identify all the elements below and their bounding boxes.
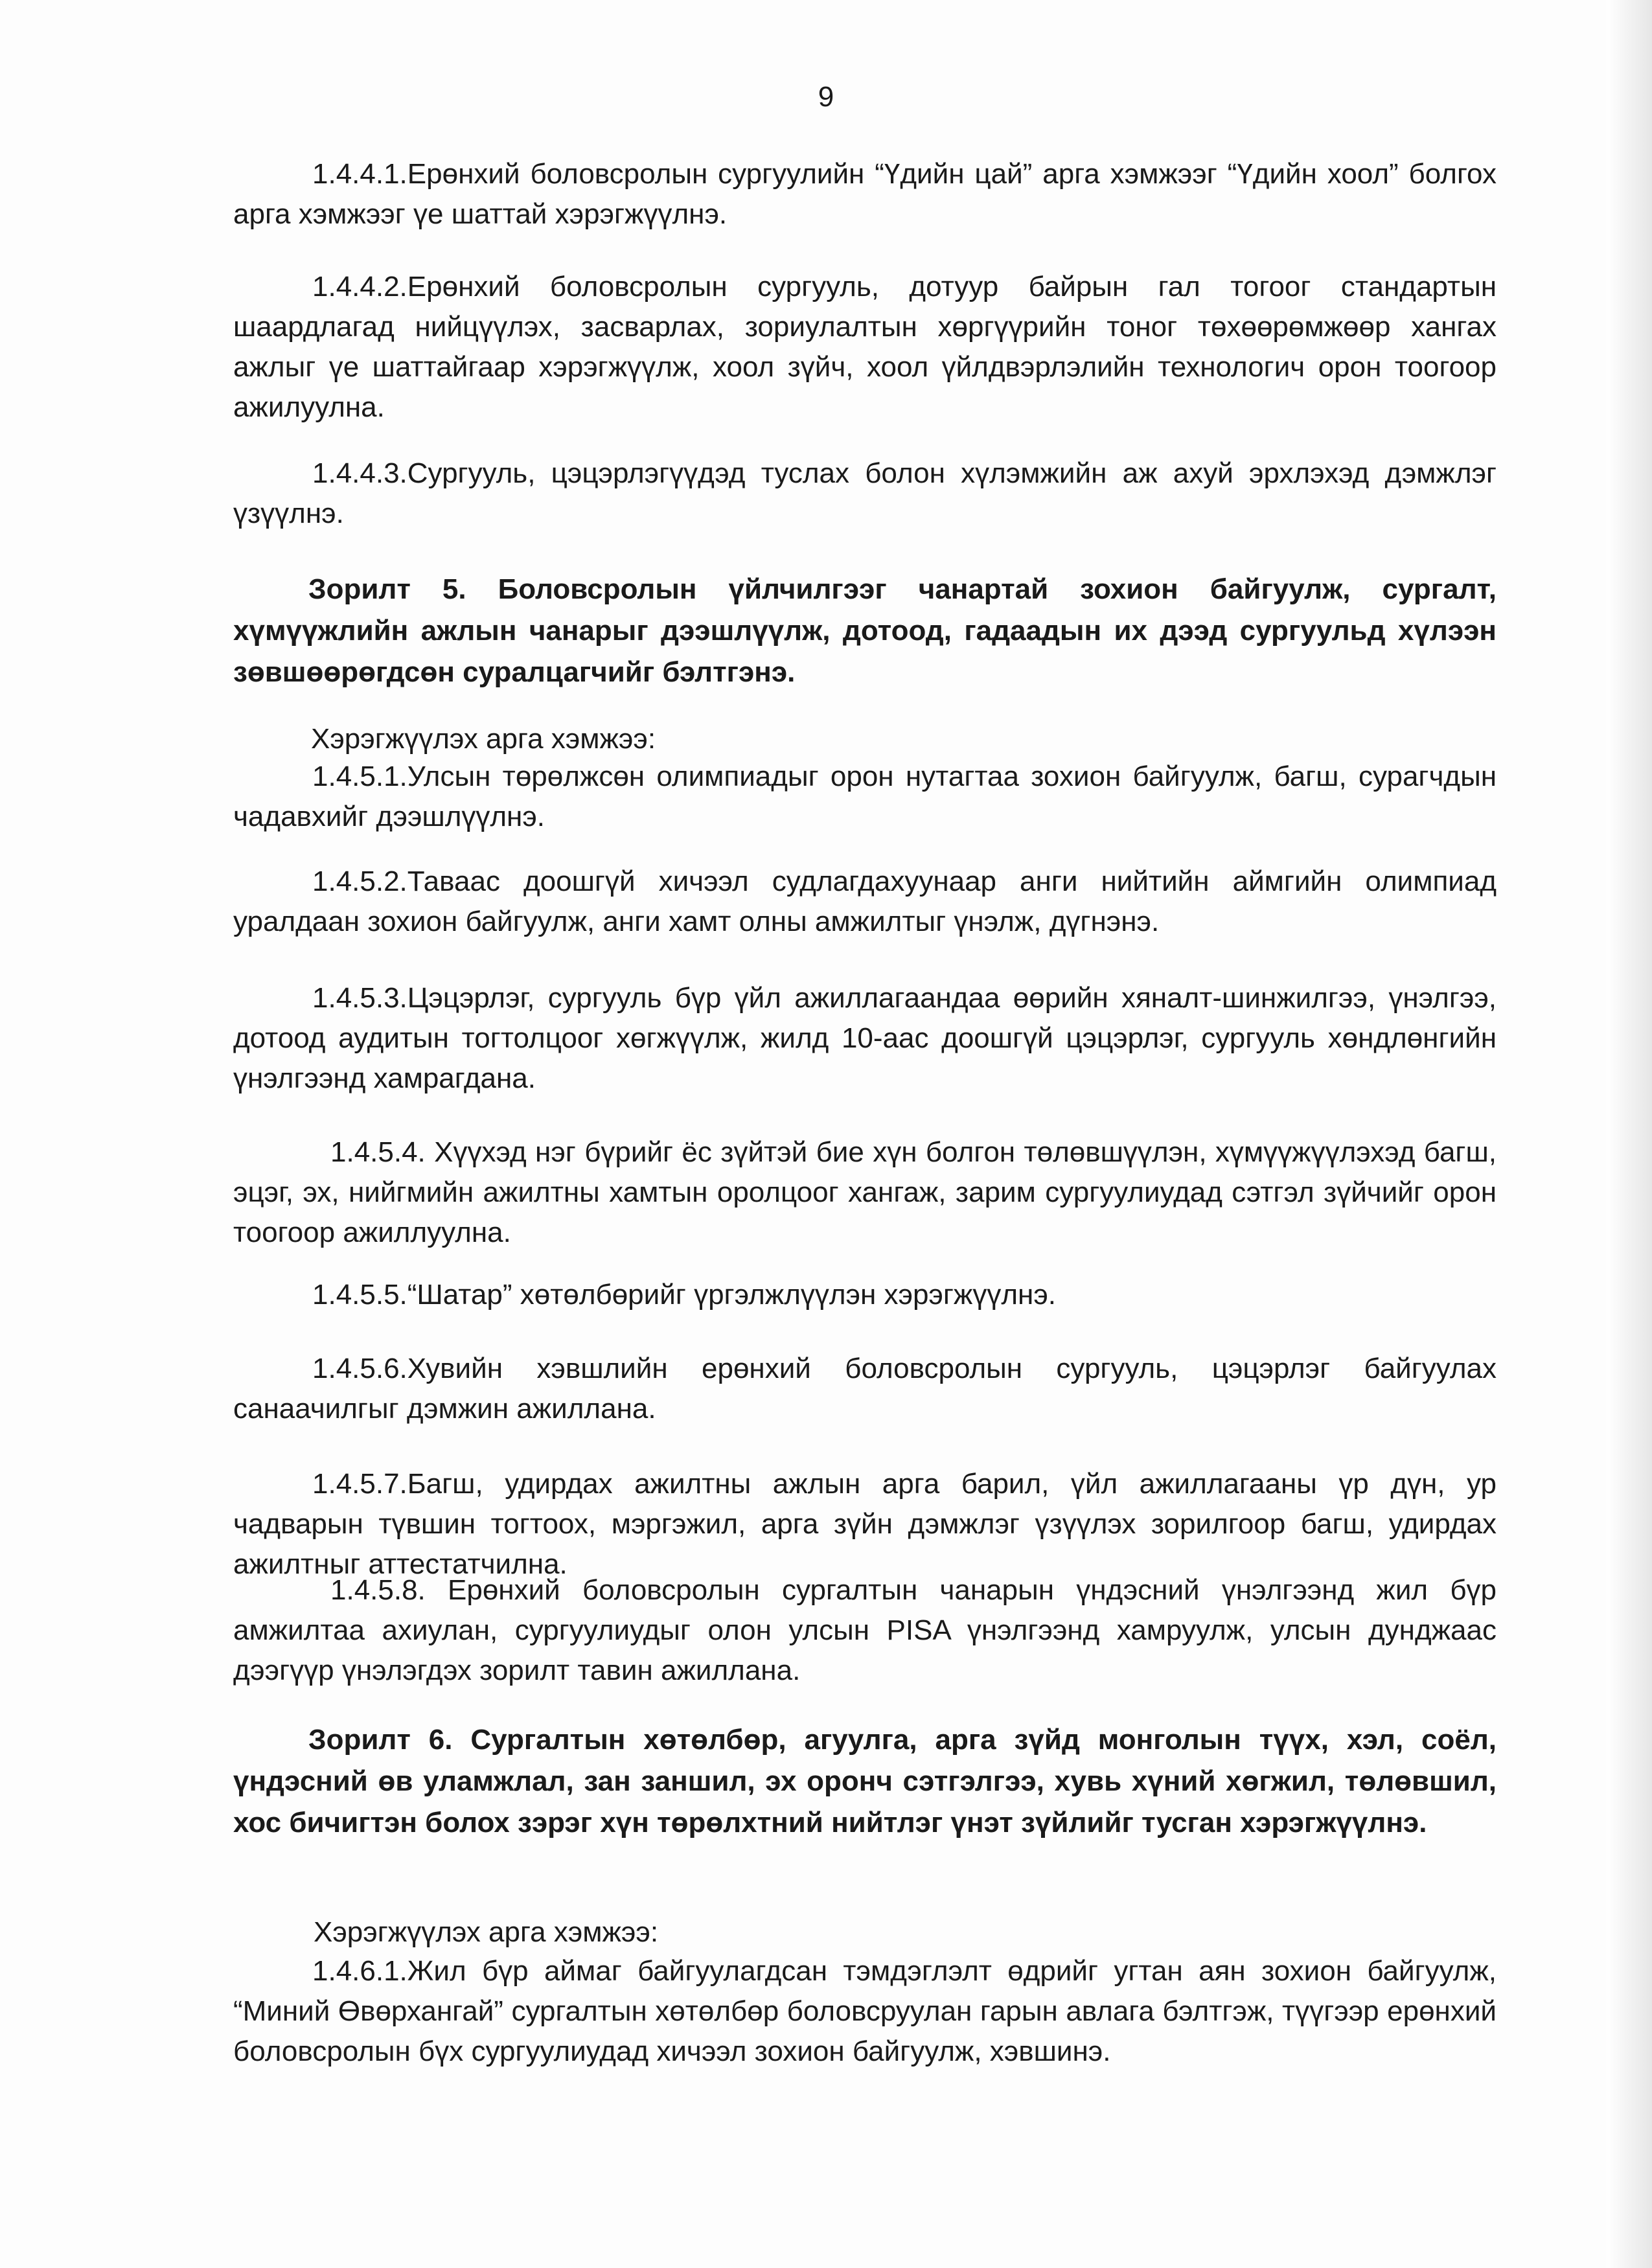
measures-label-goal-6: Хэрэгжүүлэх арга хэмжээ: (314, 1916, 659, 1948)
page-number: 9 (818, 81, 834, 113)
paragraph-1-4-5-6: 1.4.5.6.Хувийн хэвшлийн ерөнхий боловсролын сургууль, цэцэрлэг байгуулах санаачилгыг дэмжин ажиллана. (233, 1353, 1497, 1425)
paragraph-1-4-5-2: 1.4.5.2.Таваас доошгүй хичээл судлагдахуунаар анги нийтийн аймгийн олимпиад уралдаан зохион байгуулж, анги хамт олны амжилтыг үнэлж, дүгнэнэ. (233, 865, 1497, 937)
paragraph-1-4-4-2: 1.4.4.2.Ерөнхий боловсролын сургууль, дотуур байрын гал тогоог стандартын шаардлагад нийцүүлэх, засварлах, зориулалтын хөргүүрийн тоног төхөөрөмжөөр хангах ажлыг үе шаттайгаар хэрэгжүүлж, хоол зүйч, хоол үйлдвэрлэлийн технологич орон тоогоор ажилуулна. (233, 271, 1497, 423)
page-edge-shadow (1607, 0, 1652, 2268)
paragraph-1-4-5-4: 1.4.5.4. Хүүхэд нэг бүрийг ёс зүйтэй бие хүн болгон төлөвшүүлэн, хүмүүжүүлэхэд багш, эцэг, эх, нийгмийн ажилтны хамтын оролцоог хангаж, зарим сургуулиудад сэтгэл зүйчийг орон тоогоор ажиллуулна. (233, 1136, 1497, 1248)
goal-5-heading: Зорилт 5. Боловсролын үйлчилгээг чанартай зохион байгуулж, сургалт, хүмүүжлийн ажлын чанарыг дээшлүүлж, дотоод, гадаадын их дээд сургуульд хүлээн зөвшөөрөгдсөн суралцагчийг бэлтгэнэ. (233, 573, 1497, 688)
measures-label-goal-5: Хэрэгжүүлэх арга хэмжээ: (311, 723, 656, 755)
paragraph-1-4-5-7: 1.4.5.7.Багш, удирдах ажилтны ажлын арга барил, үйл ажиллагааны үр дүн, ур чадварын түвшин тогтоох, мэргэжил, арга зүйн дэмжлэг үзүүлэх зорилгоор багш, удирдах ажилтныг аттестатчилна. (233, 1468, 1497, 1580)
goal-6-heading: Зорилт 6. Сургалтын хөтөлбөр, агуулга, арга зүйд монголын түүх, хэл, соёл, үндэсний өв уламжлал, зан заншил, эх оронч сэтгэлгээ, хувь хүний хөгжил, төлөвшил, хос бичигтэн болох зэрэг хүн төрөлхтний нийтлэг үнэт зүйлийг тусган хэрэгжүүлнэ. (233, 1724, 1497, 1838)
paragraph-1-4-4-1: 1.4.4.1.Ерөнхий боловсролын сургуулийн “Үдийн цай” арга хэмжээг “Үдийн хоол” болгох арга хэмжээг үе шаттай хэрэгжүүлнэ. (233, 158, 1497, 230)
paragraph-1-4-6-1: 1.4.6.1.Жил бүр аймаг байгуулагдсан тэмдэглэлт өдрийг угтан аян зохион байгуулж, “Миний Өвөрхангай” сургалтын хөтөлбөр боловсруулан гарын авлага бэлтгэж, түүгээр ерөнхий боловсролын бүх сургуулиудад хичээл зохион байгуулж, хэвшинэ. (233, 1955, 1497, 2067)
paragraph-1-4-4-3: 1.4.4.3.Сургууль, цэцэрлэгүүдэд туслах болон хүлэмжийн аж ахуй эрхлэхэд дэмжлэг үзүүлнэ. (233, 457, 1497, 529)
paragraph-1-4-5-8: 1.4.5.8. Ерөнхий боловсролын сургалтын чанарын үндэсний үнэлгээнд жил бүр амжилтаа ахиулан, сургуулиудыг олон улсын PISA үнэлгээнд хамруулж, улсын дунджаас дээгүүр үнэлэгдэх зорилт тавин ажиллана. (233, 1574, 1497, 1686)
paragraph-1-4-5-5: 1.4.5.5.“Шатар” хөтөлбөрийг үргэлжлүүлэн хэрэгжүүлнэ. (312, 1279, 1057, 1311)
paragraph-1-4-5-3: 1.4.5.3.Цэцэрлэг, сургууль бүр үйл ажиллагаандаа өөрийн хяналт-шинжилгээ, үнэлгээ, дотоод аудитын тогтолцоог хөгжүүлж, жилд 10-аас доошгүй цэцэрлэг, сургууль хөндлөнгийн үнэлгээнд хамрагдана. (233, 982, 1497, 1094)
paragraph-1-4-5-1: 1.4.5.1.Улсын төрөлжсөн олимпиадыг орон нутагтаа зохион байгуулж, багш, сурагчдын чадавхийг дээшлүүлнэ. (233, 761, 1497, 832)
